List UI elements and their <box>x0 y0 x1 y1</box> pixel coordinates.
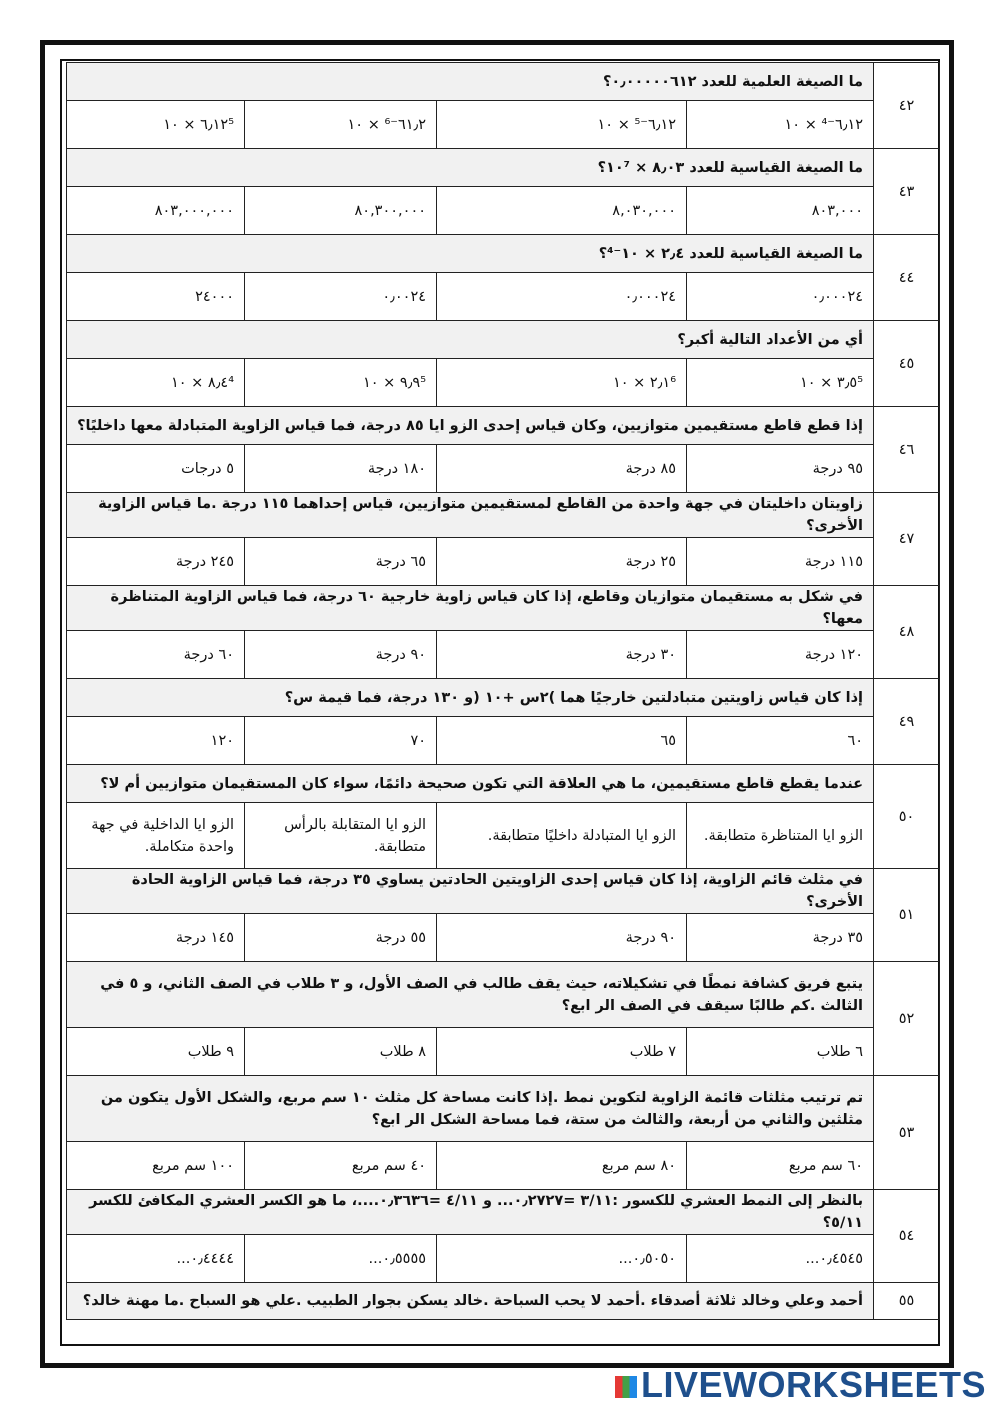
question-number: ٤٣ <box>874 149 940 235</box>
options-row <box>67 914 940 962</box>
question-number: ٤٤ <box>874 235 940 321</box>
question-number: ٤٥ <box>874 321 940 407</box>
options-row <box>67 1235 940 1283</box>
answer-option[interactable]: ٩٠ درجة <box>245 631 437 679</box>
question-text: إذا كان قياس زاويتين متبادلتين خارجيًا هما )٢س +١٠ (و ١٣٠ درجة، فما قيمة س؟ <box>67 679 874 717</box>
question-text: ما الصيغة القياسية للعدد ٢٫٤ × ١٠⁻⁴؟ <box>67 235 874 273</box>
question-text: بالنظر إلى النمط العشري للكسور :٣/١١ =٠٫٢٧٢٧... و ٤/١١ =٠٫٣٦٣٦....، ما هو الكسر العشري المكافئ للكسر ٥/١١؟ <box>67 1190 874 1235</box>
question-row <box>67 407 940 445</box>
answer-option[interactable]: ٧ طلاب <box>437 1028 687 1076</box>
answer-option[interactable]: ٨٠٣,٠٠٠,٠٠٠ <box>67 187 245 235</box>
options-row <box>67 187 940 235</box>
question-row <box>67 321 940 359</box>
answer-option[interactable]: ٢٥ درجة <box>437 538 687 586</box>
answer-option[interactable]: ٣٠ درجة <box>437 631 687 679</box>
answer-option[interactable]: ٦٠ درجة <box>67 631 245 679</box>
answer-option[interactable]: ٨,٠٣٠,٠٠٠ <box>437 187 687 235</box>
answer-option[interactable]: ٦٫١٢⁻⁴ × ١٠ <box>687 101 874 149</box>
question-text: أي من الأعداد التالية أكبر؟ <box>67 321 874 359</box>
question-row <box>67 586 940 631</box>
answer-option[interactable]: ٠٫٥٥٥٥... <box>245 1235 437 1283</box>
options-row <box>67 1028 940 1076</box>
answer-option[interactable]: ٨٠٣,٠٠٠ <box>687 187 874 235</box>
answer-option[interactable]: ٦٫١٢⁻⁵ × ١٠ <box>437 101 687 149</box>
answer-option[interactable]: ٢٫١⁶ × ١٠ <box>437 359 687 407</box>
answer-option[interactable]: ٥٥ درجة <box>245 914 437 962</box>
brand-name: LIVEWORKSHEETS <box>640 1364 986 1405</box>
question-number: ٥٣ <box>874 1076 940 1190</box>
question-number: ٤٢ <box>874 63 940 149</box>
answer-option[interactable]: الزو ايا المتناظرة متطابقة. <box>687 803 874 869</box>
answer-option[interactable]: ٨٫٤⁴ × ١٠ <box>67 359 245 407</box>
question-text: في شكل به مستقيمان متوازيان وقاطع، إذا كان قياس زاوية خارجية ٦٠ درجة، فما قياس الزاوية المتناظرة معها؟ <box>67 586 874 631</box>
question-text: زاويتان داخليتان في جهة واحدة من القاطع لمستقيمين متوازيين، قياس إحداهما ١١٥ درجة .ما قياس الزاوية الأخرى؟ <box>67 493 874 538</box>
question-number: ٥٥ <box>874 1283 940 1320</box>
answer-option[interactable]: ١٨٠ درجة <box>245 445 437 493</box>
answer-option[interactable]: ٣٥ درجة <box>687 914 874 962</box>
question-text: ما الصيغة العلمية للعدد ٠٫٠٠٠٠٠٦١٢؟ <box>67 63 874 101</box>
answer-option[interactable]: ٨ طلاب <box>245 1028 437 1076</box>
options-row <box>67 1142 940 1190</box>
answer-option[interactable]: الزو ايا الداخلية في جهة واحدة متكاملة. <box>67 803 245 869</box>
question-row <box>67 679 940 717</box>
answer-option[interactable]: ٧٠ <box>245 717 437 765</box>
question-row <box>67 1283 940 1320</box>
answer-option[interactable]: ٠٫٤٤٤٤... <box>67 1235 245 1283</box>
liveworksheets-logo <box>615 1364 986 1406</box>
question-text: عندما يقطع قاطع مستقيمين، ما هي العلاقة التي تكون صحيحة دائمًا، سواء كان المستقيمان متوازيين أم لا؟ <box>67 765 874 803</box>
question-row <box>67 493 940 538</box>
options-row <box>67 631 940 679</box>
question-text: ما الصيغة القياسية للعدد ٨٫٠٣ × ١٠⁷؟ <box>67 149 874 187</box>
answer-option[interactable]: ٤٠ سم مربع <box>245 1142 437 1190</box>
question-row <box>67 869 940 914</box>
answer-option[interactable]: ٦ طلاب <box>687 1028 874 1076</box>
question-row <box>67 1190 940 1235</box>
answer-option[interactable]: ١١٥ درجة <box>687 538 874 586</box>
answer-option[interactable]: ١٢٠ درجة <box>687 631 874 679</box>
answer-option[interactable]: ٢٤٥ درجة <box>67 538 245 586</box>
question-text: تم ترتيب مثلثات قائمة الزاوية لتكوين نمط .إذا كانت مساحة كل مثلث ١٠ سم مربع، والشكل الأول يتكون من مثلثين والثاني من أربعة، والثالث من ستة، فما مساحة الشكل الر ابع؟ <box>67 1076 874 1142</box>
question-text: في مثلث قائم الزاوية، إذا كان قياس إحدى الزاويتين الحادتين يساوي ٣٥ درجة، فما قياس الزاوية الحادة الأخرى؟ <box>67 869 874 914</box>
answer-option[interactable]: ٠٫٠٠٠٢٤ <box>437 273 687 321</box>
answer-option[interactable]: ٦٫١٢⁵ × ١٠ <box>67 101 245 149</box>
liveworksheets-icon <box>615 1376 637 1398</box>
answer-option[interactable]: ٦١٫٢⁻⁶ × ١٠ <box>245 101 437 149</box>
answer-option[interactable]: ٦٠ سم مربع <box>687 1142 874 1190</box>
answer-option[interactable]: ٠٫٤٥٤٥... <box>687 1235 874 1283</box>
answer-option[interactable]: ٦٥ درجة <box>245 538 437 586</box>
question-number: ٥٢ <box>874 962 940 1076</box>
question-number: ٥٠ <box>874 765 940 869</box>
answer-option[interactable]: ١٢٠ <box>67 717 245 765</box>
answer-option[interactable]: ٠٫٥٠٥٠... <box>437 1235 687 1283</box>
options-row <box>67 538 940 586</box>
question-text: يتبع فريق كشافة نمطًا في تشكيلاته، حيث يقف طالب في الصف الأول، و ٣ طلاب في الصف الثاني، و ٥ في الثالث .كم طالبًا سيقف في الصف الر ابع؟ <box>67 962 874 1028</box>
options-row <box>67 359 940 407</box>
answer-option[interactable]: ٣٫٥⁵ × ١٠ <box>687 359 874 407</box>
answer-option[interactable]: ١٠٠ سم مربع <box>67 1142 245 1190</box>
answer-option[interactable]: ٩ طلاب <box>67 1028 245 1076</box>
question-number: ٤٧ <box>874 493 940 586</box>
answer-option[interactable]: ٦٠ <box>687 717 874 765</box>
question-number: ٤٩ <box>874 679 940 765</box>
answer-option[interactable]: ٦٥ <box>437 717 687 765</box>
question-text: أحمد وعلي وخالد ثلاثة أصدقاء .أحمد لا يحب السباحة .خالد يسكن بجوار الطبيب .علي هو السباح .ما مهنة خالد؟ <box>67 1283 874 1320</box>
answer-option[interactable]: ٩٠ درجة <box>437 914 687 962</box>
question-row <box>67 149 940 187</box>
answer-option[interactable]: ٥ درجات <box>67 445 245 493</box>
answer-option[interactable]: ٩٥ درجة <box>687 445 874 493</box>
answer-option[interactable]: الزو ايا المتقابلة بالرأس متطابقة. <box>245 803 437 869</box>
answer-option[interactable]: الزو ايا المتبادلة داخليًا متطابقة. <box>437 803 687 869</box>
options-row <box>67 273 940 321</box>
question-number: ٤٦ <box>874 407 940 493</box>
question-row <box>67 1076 940 1142</box>
options-row <box>67 803 940 869</box>
question-text: إذا قطع قاطع مستقيمين متوازيين، وكان قياس إحدى الزو ايا ٨٥ درجة، فما قياس الزاوية المتبادلة معها داخليًا؟ <box>67 407 874 445</box>
question-row <box>67 235 940 273</box>
answer-option[interactable]: ١٤٥ درجة <box>67 914 245 962</box>
question-number: ٤٨ <box>874 586 940 679</box>
question-row <box>67 962 940 1028</box>
question-number: ٥١ <box>874 869 940 962</box>
options-row <box>67 445 940 493</box>
answer-option[interactable]: ٨٠,٣٠٠,٠٠٠ <box>245 187 437 235</box>
answer-option[interactable]: ٨٥ درجة <box>437 445 687 493</box>
answer-option[interactable]: ٢٤٠٠٠ <box>67 273 245 321</box>
options-row <box>67 717 940 765</box>
question-row <box>67 765 940 803</box>
answer-option[interactable]: ٠٫٠٠٠٢٤ <box>687 273 874 321</box>
options-row <box>67 101 940 149</box>
question-row <box>67 63 940 101</box>
answer-option[interactable]: ٠٫٠٠٢٤ <box>245 273 437 321</box>
question-number: ٥٤ <box>874 1190 940 1283</box>
answer-option[interactable]: ٨٠ سم مربع <box>437 1142 687 1190</box>
questions-table <box>66 62 940 1320</box>
answer-option[interactable]: ٩٫٩⁵ × ١٠ <box>245 359 437 407</box>
